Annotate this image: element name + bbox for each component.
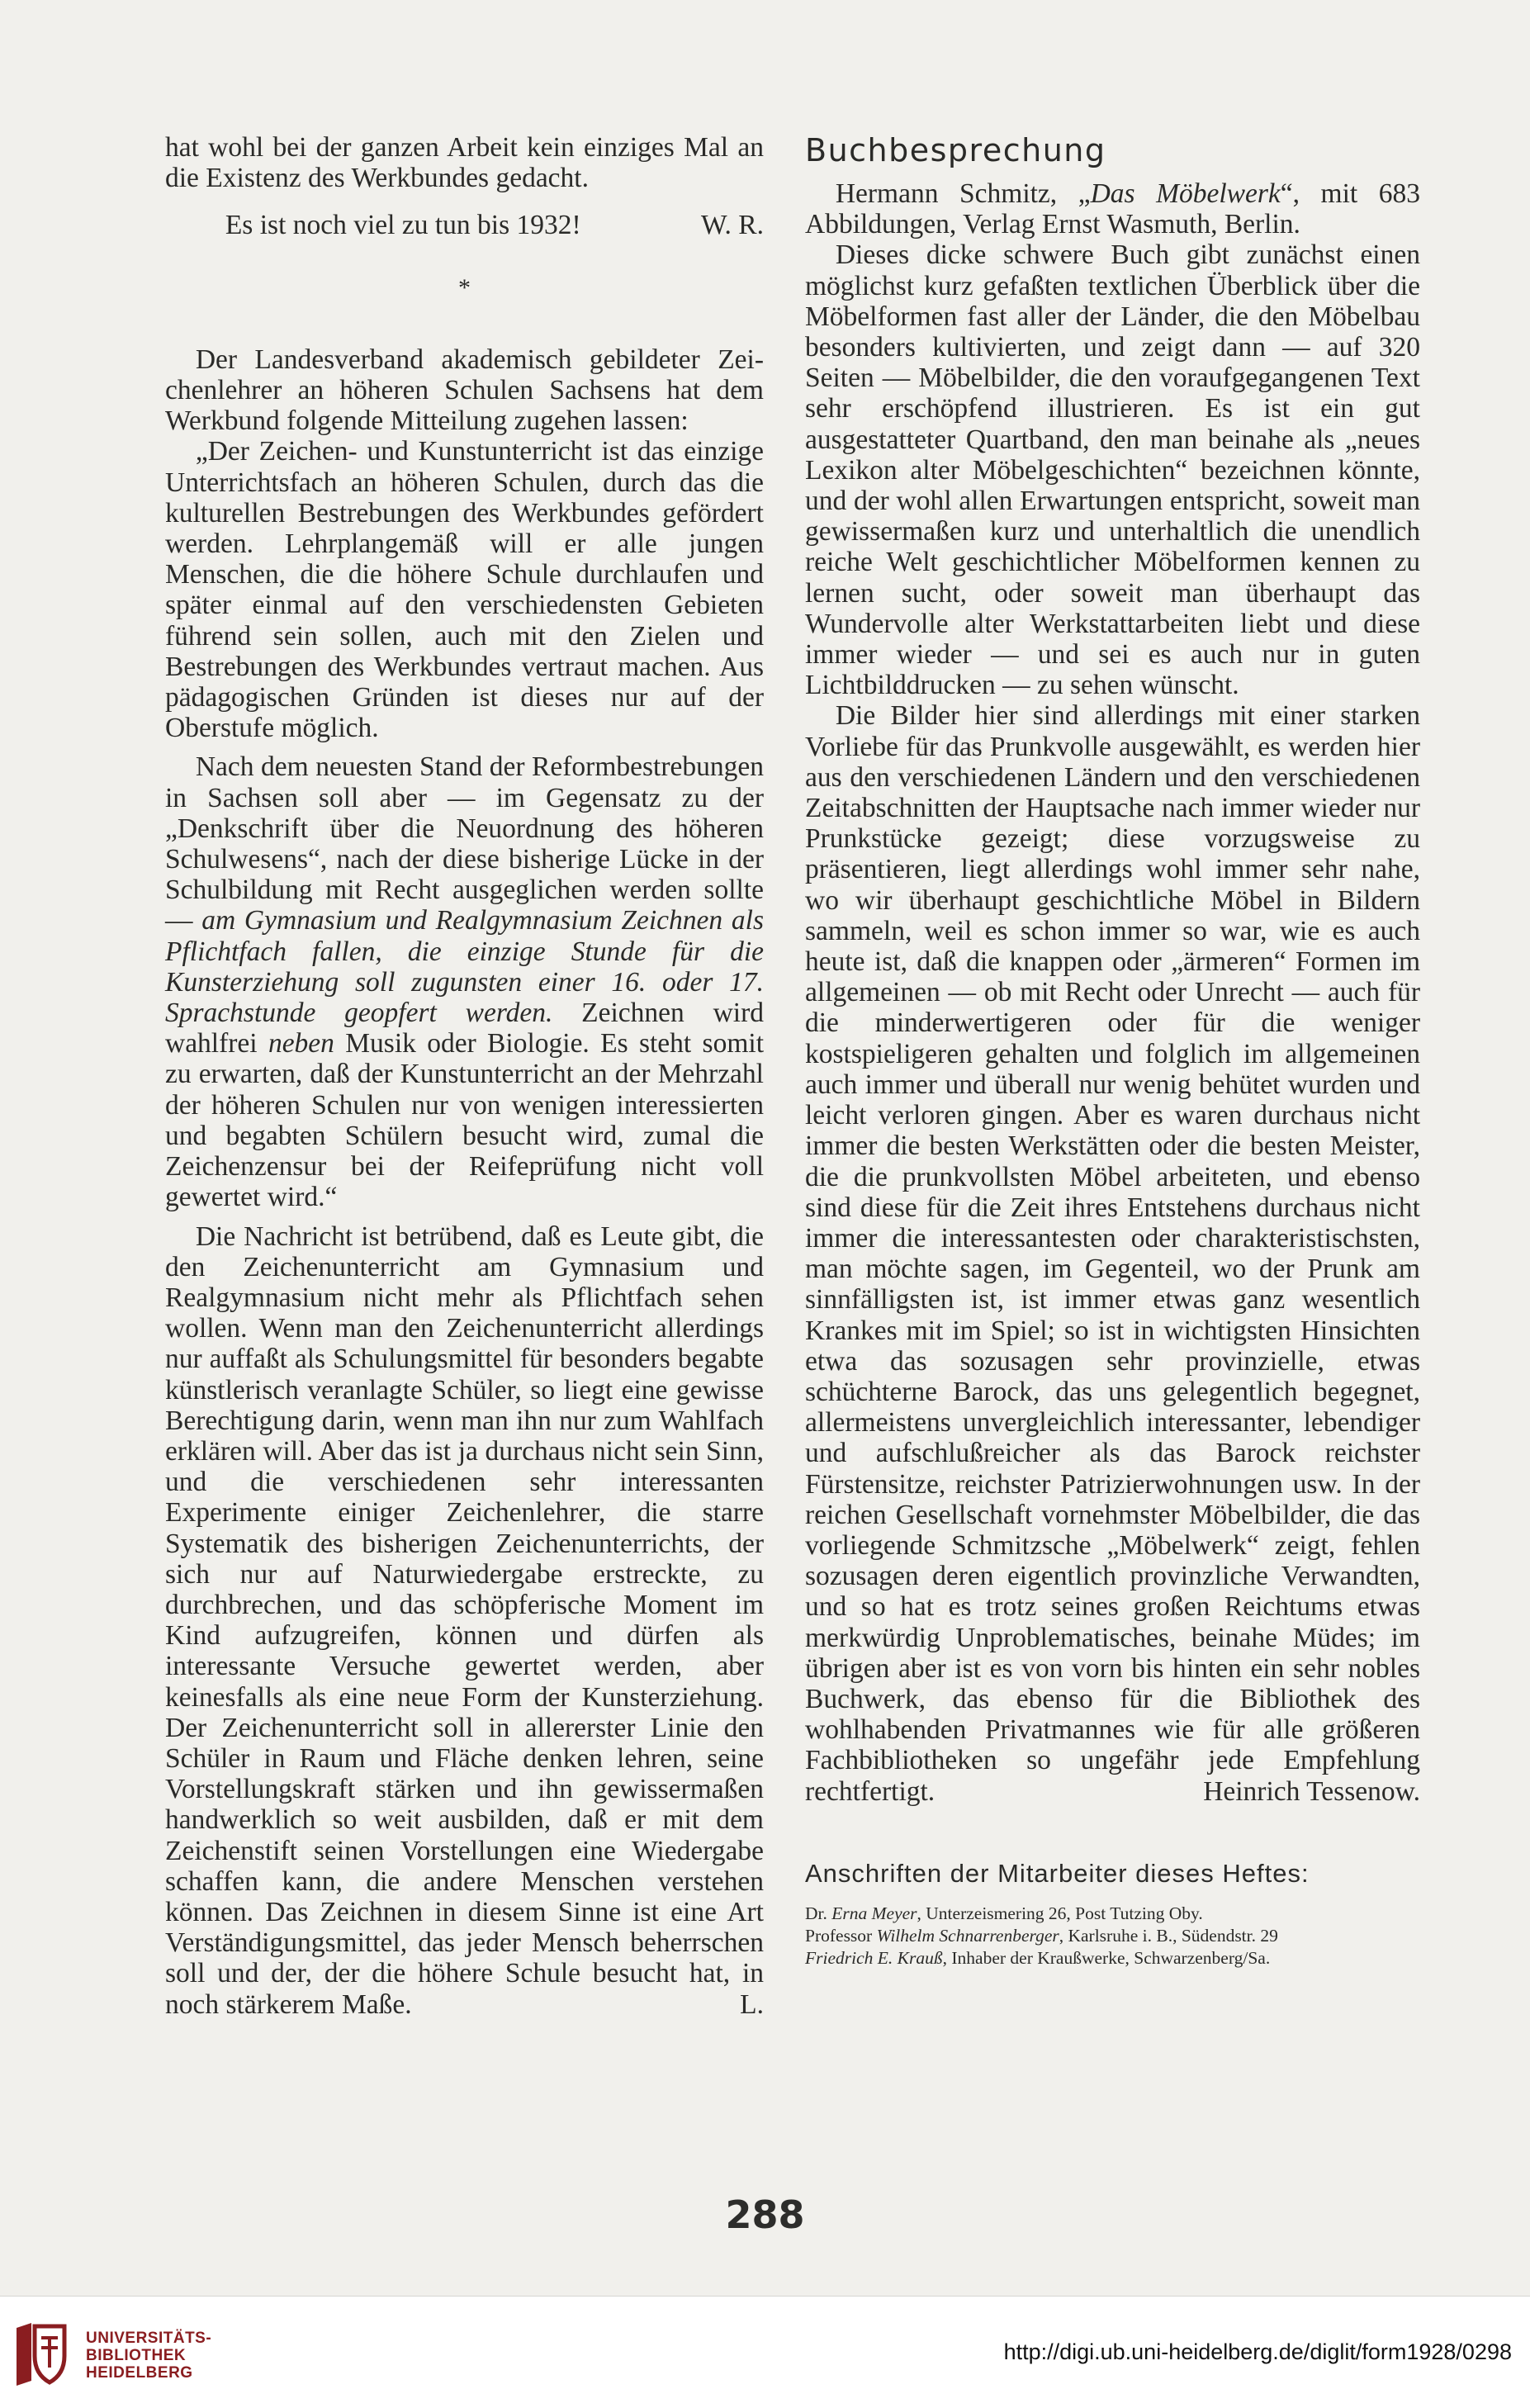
contributor-address: , Karlsruhe i. B., Südendstr. 29 (1059, 1925, 1278, 1946)
contributors-list (805, 1903, 1420, 1970)
reform-text-italic: am Gymnasium und Realgymnasium Zeichnen als Pflichtfach fallen, die einzige Stunde für die Kunsterziehung soll zugunsten einer 16. oder 17. Sprachstunde geopfert werden. (165, 905, 764, 1029)
contributor-name: Friedrich E. Krauß (805, 1947, 943, 1968)
book-review-heading: Buchbesprechung (805, 132, 1106, 168)
section-separator: * (458, 273, 471, 301)
library-name-line: HEIDELBERG (86, 2364, 193, 2382)
library-name-line: UNIVERSITÄTS- (86, 2330, 212, 2347)
reform-text-neben: neben (268, 1028, 334, 1059)
citation-title: Das Möbelwerk (1090, 178, 1281, 209)
contributor-name: Erna Meyer (831, 1903, 917, 1923)
book-citation (805, 178, 1420, 239)
contributor-entry (805, 1925, 1420, 1947)
library-name-line: BIBLIOTHEK (86, 2347, 187, 2364)
closing-signature: W. R. (700, 210, 764, 241)
university-library-logo-icon (12, 2320, 69, 2387)
digital-copy-link[interactable]: http://digi.ub.uni-heidelberg.de/diglit/form1928/0298 (1003, 2339, 1512, 2364)
right-column (805, 132, 1420, 1970)
citation-author: Hermann Schmitz, „ (835, 178, 1091, 209)
closing-line (165, 210, 764, 240)
paragraph-landesverband: Der Landesverband akademisch gebildeter Zeichenlehrer an höheren Schulen Sachsens hat dem Werkbund folgende Mitteilung zugehen lassen: (165, 344, 764, 437)
paragraph-quote-start: „Der Zeichen- und Kunstunterricht ist das einzige Unterrichtsfach an höheren Schulen, durch das die kulturellen Bestrebungen des Werkbundes gefördert werden. Lehrplangemäß will er alle jungen Menschen, die die höhere Schule durchlaufen und später einmal auf den verschiedensten Gebieten führend sein sollen, auch mit den Zielen und Bestrebungen des Werkbundes vertraut machen. Aus pädagogischen Gründen ist dieses nur auf der Oberstufe möglich. (165, 436, 764, 744)
review-text-2: Die Bilder hier sind allerdings mit einer starken Vorliebe für das Prunkvolle ausgewählt, es werden hier aus den verschiedenen Ländern und den verschiedenen Zeitabschnitten der Hauptsache nach immer wieder nur Prunkstücke gezeigt; diese vorzugsweise zu präsentieren, liegt allerdings wohl immer sehr nahe, wo wir überhaupt geschichtliche Möbel in Bildern sammeln, weil es schon immer so war, wie es auch heute ist, daß die knappen oder „ärmeren“ Formen im allgemeinen — ob mit Recht oder Unrecht — auch für die minderwertigeren oder für die weniger kostspieligeren gehalten und folglich im allgemeinen auch immer und überall nur wenig behütet wurden und leicht verloren gingen. Aber es waren durchaus nicht immer die besten Werkstätten oder die besten Meister, die die prunkvollsten Möbel arbeiteten, und ebenso sind diese für die Zeit ihres Entstehens durchaus nicht immer die interessantesten oder charakteristischsten, man möchte sagen, im Gegenteil, wo der Prunk am sinnfälligsten ist, ist immer etwas ganz wesentlich Krankes mit im Spiel; so ist in wichtigsten Hinsichten etwa das sozusagen sehr provinzielle, etwas schüchterne Barock, das uns gelegentlich begegnet, allermeistens unvergleichlich interessanter, lebendiger und aufschlußreicher als das Barock reichster Fürstensitze, reichster Patrizierwohnungen usw. In der reichen Gesellschaft vornehmster Möbelbilder, die das vorliegende Schmitzsche „Möbelwerk“ zeigt, fehlen sozusagen deren eigentlich provinzliche Verwandten, und so hat es trotz seines großen Reichtums etwas merkwürdig Unproblematisches, beinahe Müdes; im übrigen aber ist es von vorn bis hinten ein sehr nobles Buchwerk, das ebenso für die Bibliothek des wohlhabenden Privatmannes wie für alle größeren Fachbibliotheken so ungefähr jede Empfehlung rechtfertigt. (805, 700, 1420, 1807)
paragraph-reform (165, 751, 764, 1212)
contributor-prefix: Professor (805, 1925, 877, 1946)
intro-paragraph: hat wohl bei der ganzen Arbeit kein einziges Mal an die Existenz des Werkbundes gedacht. (165, 132, 764, 194)
closing-text: Es ist noch viel zu tun bis 1932! (225, 210, 581, 241)
contributor-name: Wilhelm Schnarrenberger (876, 1925, 1059, 1946)
review-paragraph-1: Dieses dicke schwere Buch gibt zunächst einen möglichst kurz gefaßten textlichen Überblick über die Möbelformen fast aller der Länder, die den Möbelbau besonders kultivierten, und zeigt dann — auf 320 Seiten — Möbelbilder, die den voraufgegangenen Text sehr erschöpfend illustrieren. Es ist ein gut ausgestatteter Quartband, den man beinahe als „neues Lexikon alter Möbelgeschichten“ bezeichnen könnte, und der wohl allen Erwartungen entspricht, soweit man gewissermaßen kurz und unterhaltlich die unendlich reiche Welt geschichtlicher Möbelformen kennen zu lernen sucht, oder soweit man überhaupt das Wundervolle alter Werkstattarbeiten liebt und diese immer wieder — und sei es auch nur in guten Lichtbilddrucken — zu sehen wünscht. (805, 239, 1420, 701)
citation-publisher: “, mit 683 Abbildungen, Verlag Ernst Wasmuth, Berlin. (805, 178, 1420, 240)
contributor-entry (805, 1903, 1420, 1925)
contributor-prefix: Dr. (805, 1903, 832, 1923)
reform-text-c: Musik oder Biologie. Es steht somit zu erwarten, daß der Kunstunterricht an der Mehrzahl der höheren Schulen nur von wenigen interessierten und begabten Schülern besucht wird, zumal die Zeichenzensur bei der Reifeprüfung nicht voll gewertet wird.“ (165, 1028, 764, 1213)
paragraph-final (165, 1221, 764, 2020)
left-column (165, 132, 764, 2020)
library-footer (0, 2296, 1530, 2408)
contributor-address: , Unterzeismering 26, Post Tutzing Oby. (917, 1903, 1203, 1923)
contributor-entry (805, 1947, 1420, 1970)
library-name (86, 2330, 211, 2382)
contributor-address: , Inhaber der Kraußwerke, Schwarzenberg/Sa. (942, 1947, 1271, 1968)
review-signature: Heinrich Tessenow. (1203, 1775, 1420, 1807)
page-number: 288 (725, 2192, 805, 2237)
reform-text-a: Nach dem neuesten Stand der Reformbestrebungen in Sachsen soll aber — im Gegensatz zu der „Denkschrift über die Neuordnung des höheren Schulwesens“, nach der diese bisherige Lücke in der Schulbildung mit Recht ausgeglichen werden sollte — (165, 751, 764, 936)
final-text: Die Nachricht ist betrübend, daß es Leute gibt, die den Zeichenunterricht am Gymnasium und Realgymnasium nicht mehr als Pflichtfach sehen wollen. Wenn man den Zeichenunterricht allerdings nur auffaßt als Schulungsmittel für besonders begabte künstlerisch veranlagte Schüler, so liegt eine gewisse Berechtigung darin, wenn man ihn nur zum Wahlfach erklären will. Aber das ist ja durchaus nicht sein Sinn, und die verschiedenen sehr interessanten Experimente einiger Zeichenlehrer, die starre Systematik des bisherigen Zeichenunterrichts, der sich nur auf Naturwiedergabe erstreckte, zu durchbrechen, und das schöpferische Moment im Kind aufzugreifen, können und dürfen als interessante Versuche gewertet werden, aber keinesfalls als eine neue Form der Kunsterziehung. Der Zeichenunterricht soll in allererster Linie den Schüler in Raum und Fläche denken lehren, seine Vorstellungskraft stärken und ihn gewissermaßen handwerklich so weit ausbilden, daß er mit dem Zeichenstift seinen Vorstellungen eine Wiedergabe schaffen kann, die andere Menschen verstehen können. Das Zeichnen in diesem Sinne ist eine Art Verständigungsmittel, das jeder Mensch beherrschen soll und der, der die höhere Schule besucht hat, in noch stärkerem Maße. (165, 1221, 764, 2020)
reform-text-b: Zeichnen wird wahlfrei (165, 998, 764, 1059)
final-signature: L. (740, 1988, 764, 2020)
review-paragraph-2 (805, 700, 1420, 1806)
contributors-heading: Anschriften der Mitarbeiter dieses Heftes: (805, 1858, 1310, 1888)
